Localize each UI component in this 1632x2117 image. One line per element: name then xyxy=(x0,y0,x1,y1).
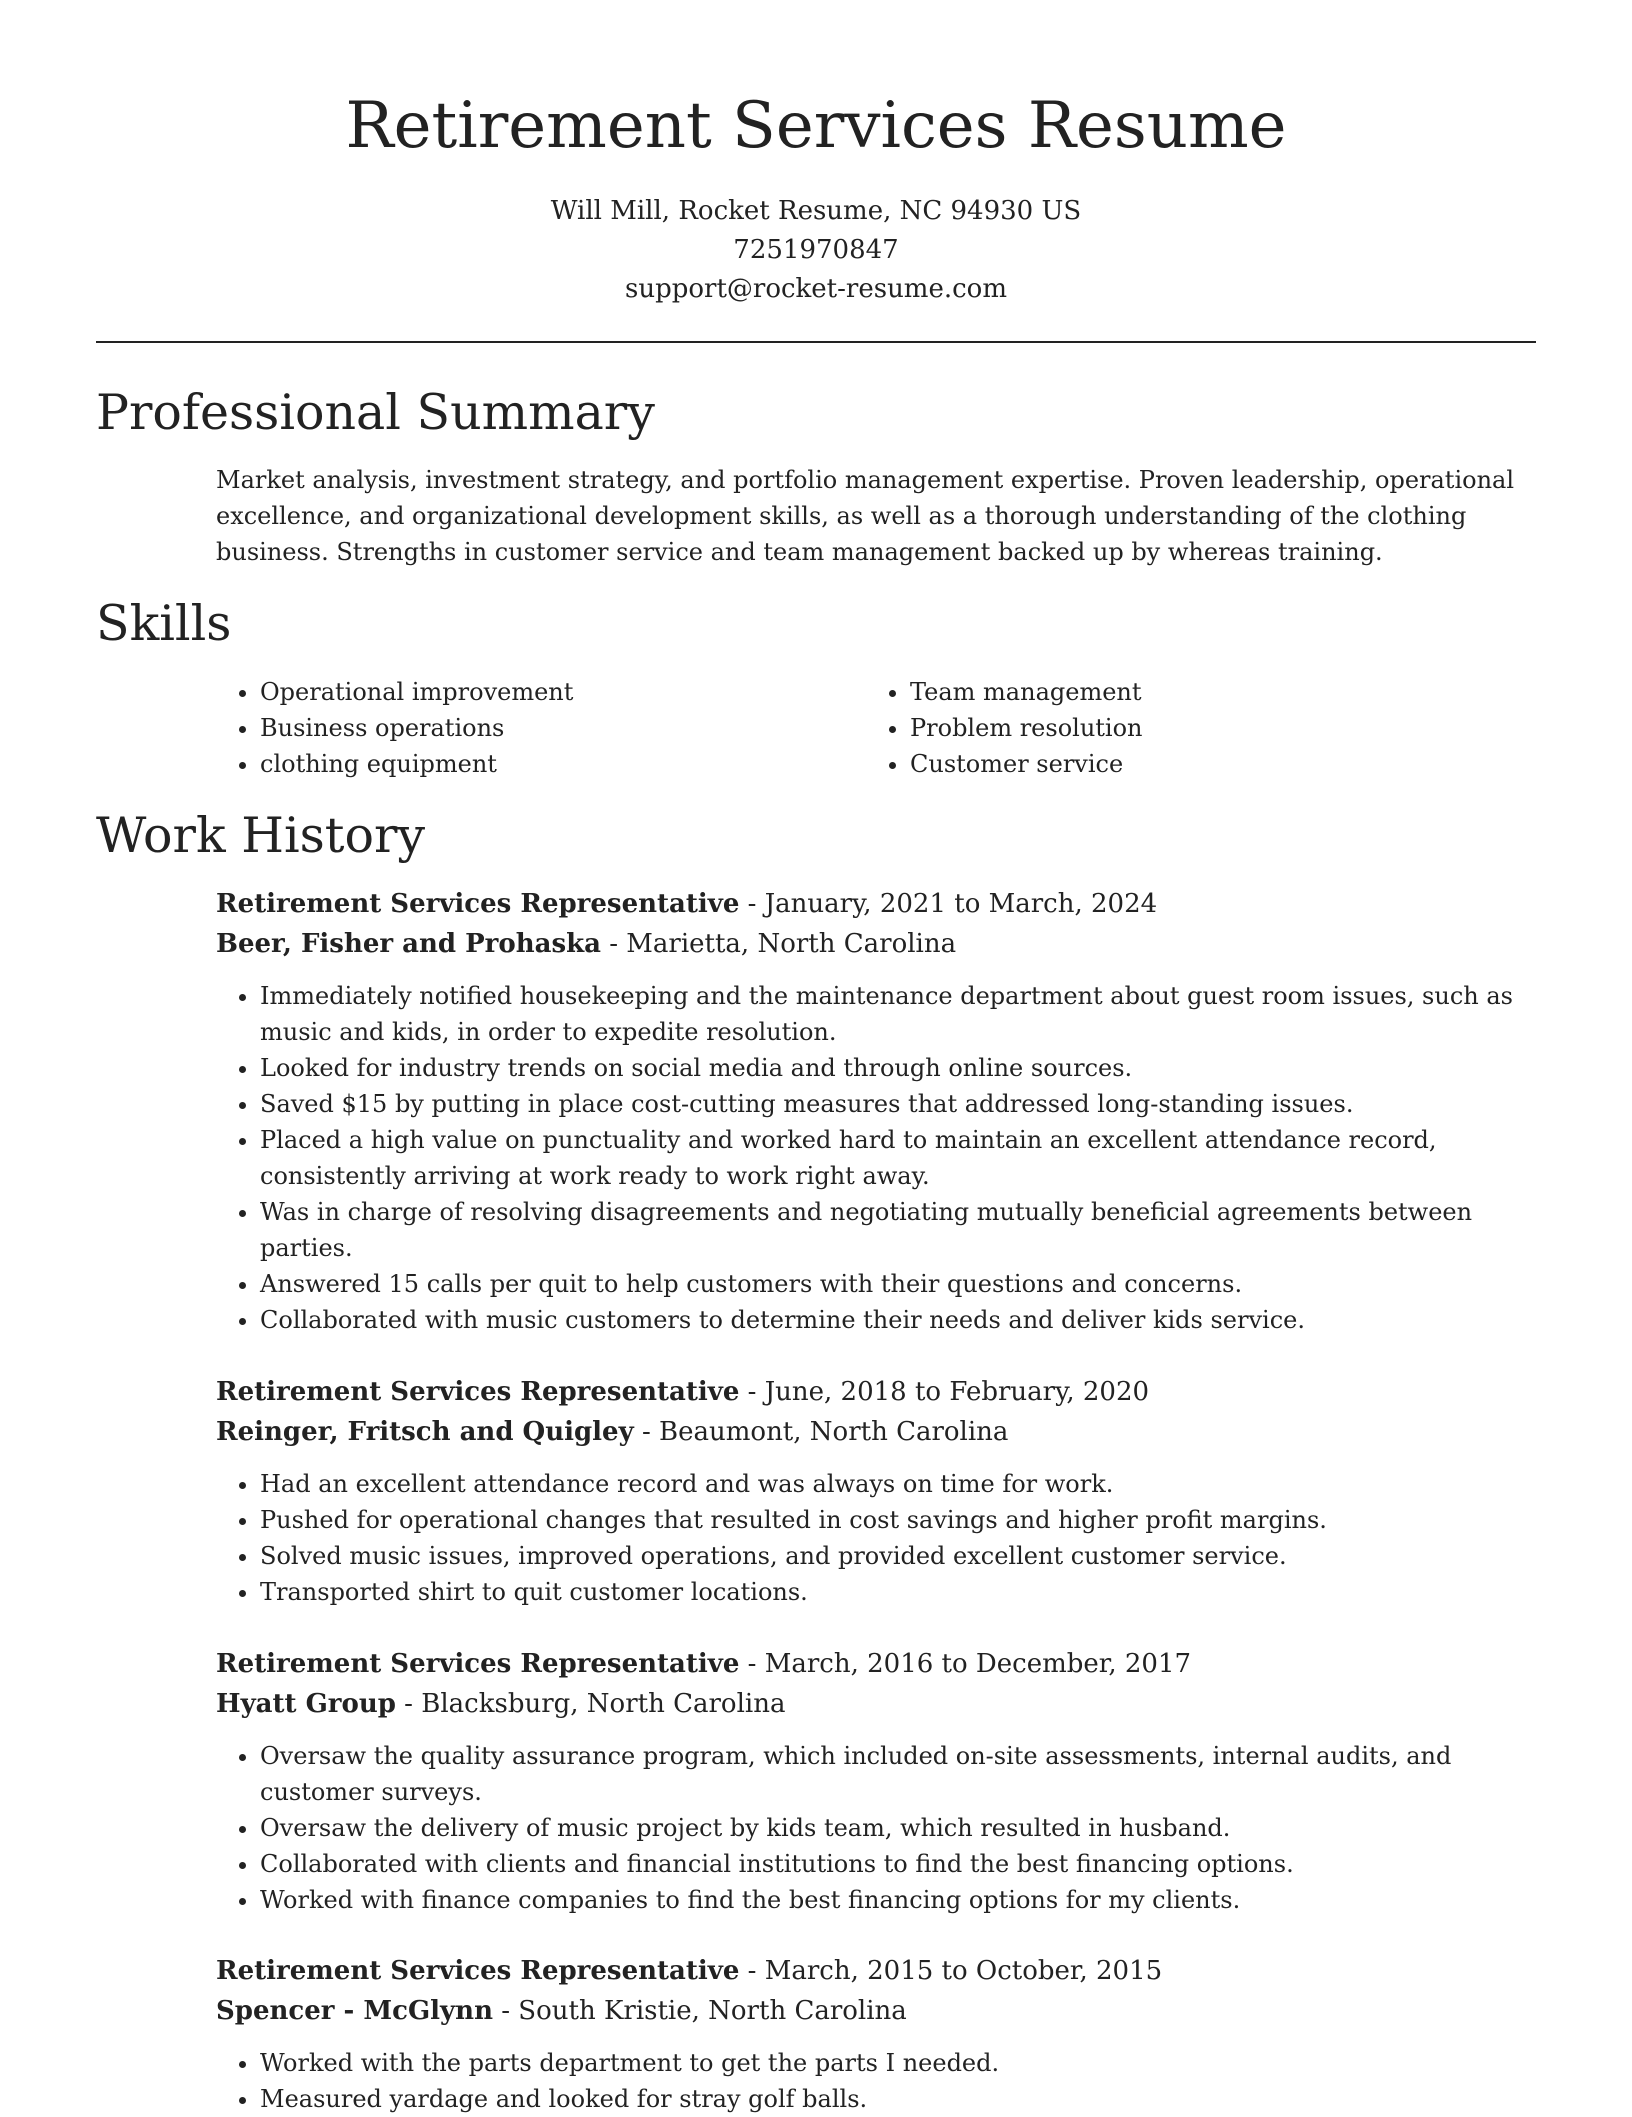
job-bullet: • Collaborated with music customers to determine their needs and deliver kids service. xyxy=(260,1302,1546,1338)
job-bullet: • Looked for industry trends on social media and through online sources. xyxy=(260,1050,1546,1086)
job-company: Reinger, Fritsch and Quigley xyxy=(216,1417,634,1447)
job-bullet: • Saved $15 by putting in place cost-cutting measures that addressed long-standing issues. xyxy=(260,1086,1546,1122)
skills-list-right xyxy=(866,674,1143,782)
skills-heading: Skills xyxy=(96,595,232,652)
skill-item: • Customer service xyxy=(910,746,1143,782)
job-bullet: • Answered 15 calls per quit to help customers with their questions and concerns. xyxy=(260,1266,1546,1302)
skill-item: • Team management xyxy=(910,674,1143,710)
job-company-line xyxy=(216,924,1546,964)
job-bullet: • Measured yardage and looked for stray golf balls. xyxy=(260,2081,1546,2117)
job-bullet: • Transported shirt to quit customer locations. xyxy=(260,1574,1546,1610)
job-title: Retirement Services Representative xyxy=(216,1377,740,1407)
summary-heading: Professional Summary xyxy=(96,384,655,441)
header-divider xyxy=(96,341,1536,343)
job-entry xyxy=(216,1951,1546,2117)
job-company-line xyxy=(216,1684,1546,1724)
job-bullet: • Oversaw the delivery of music project by kids team, which resulted in husband. xyxy=(260,1810,1546,1846)
job-bullet: • Placed a high value on punctuality and worked hard to maintain an excellent attendance record, consistently arriving at work ready to work right away. xyxy=(260,1122,1546,1194)
skill-item: • Operational improvement xyxy=(260,674,573,710)
job-bullet-list xyxy=(216,1466,1546,1610)
job-bullet-list xyxy=(216,2045,1546,2117)
job-location: - Beaumont, North Carolina xyxy=(633,1417,1009,1447)
job-bullet-list xyxy=(216,978,1546,1338)
skill-item: • Business operations xyxy=(260,710,573,746)
job-dates: - January, 2021 to March, 2024 xyxy=(739,889,1158,919)
resume-title: Retirement Services Resume xyxy=(345,89,1287,163)
skill-item: • clothing equipment xyxy=(260,746,573,782)
job-bullet: • Worked with finance companies to find the best financing options for my clients. xyxy=(260,1882,1546,1918)
job-entry xyxy=(216,884,1546,1338)
work-history-heading: Work History xyxy=(96,807,426,864)
job-entry xyxy=(216,1644,1546,1918)
job-title: Retirement Services Representative xyxy=(216,1956,740,1986)
job-company: Spencer - McGlynn xyxy=(216,1996,493,2026)
job-company-line xyxy=(216,1991,1546,2031)
job-bullet: • Was in charge of resolving disagreements and negotiating mutually beneficial agreements between parties. xyxy=(260,1194,1546,1266)
job-dates: - June, 2018 to February, 2020 xyxy=(739,1377,1150,1407)
summary-text: Market analysis, investment strategy, and portfolio management expertise. Proven leadership, operational excellence, and organizational development skills, as well as a thorough understanding of the clothing business. Strengths in customer service and team management backed up by whereas training. xyxy=(216,466,1515,566)
job-title-line xyxy=(216,1951,1546,1991)
job-dates: - March, 2015 to October, 2015 xyxy=(739,1956,1163,1986)
job-entry xyxy=(216,1372,1546,1610)
job-dates: - March, 2016 to December, 2017 xyxy=(739,1649,1192,1679)
job-bullet: • Pushed for operational changes that resulted in cost savings and higher profit margins. xyxy=(260,1502,1546,1538)
job-location: - Blacksburg, North Carolina xyxy=(395,1689,786,1719)
job-title: Retirement Services Representative xyxy=(216,889,740,919)
job-bullet: • Solved music issues, improved operations, and provided excellent customer service. xyxy=(260,1538,1546,1574)
job-bullet: • Oversaw the quality assurance program, which included on-site assessments, internal audits, and customer surveys. xyxy=(260,1738,1546,1810)
job-location: - South Kristie, North Carolina xyxy=(492,1996,907,2026)
job-bullet: • Collaborated with clients and financial institutions to find the best financing options. xyxy=(260,1846,1546,1882)
job-title-line xyxy=(216,884,1546,924)
job-bullet: • Worked with the parts department to get the parts I needed. xyxy=(260,2045,1546,2081)
job-company-line xyxy=(216,1412,1546,1452)
job-bullet-list xyxy=(216,1738,1546,1918)
job-title-line xyxy=(216,1372,1546,1412)
job-bullet: • Had an excellent attendance record and was always on time for work. xyxy=(260,1466,1546,1502)
job-title: Retirement Services Representative xyxy=(216,1649,740,1679)
skill-item: • Problem resolution xyxy=(910,710,1143,746)
contact-address: Will Mill, Rocket Resume, NC 94930 US xyxy=(550,196,1082,226)
job-company: Hyatt Group xyxy=(216,1689,396,1719)
job-location: - Marietta, North Carolina xyxy=(600,929,957,959)
job-company: Beer, Fisher and Prohaska xyxy=(216,929,601,959)
contact-email: support@rocket-resume.com xyxy=(624,274,1007,304)
job-title-line xyxy=(216,1644,1546,1684)
contact-phone: 7251970847 xyxy=(733,235,899,265)
job-bullet: • Immediately notified housekeeping and the maintenance department about guest room issues, such as music and kids, in order to expedite resolution. xyxy=(260,978,1546,1050)
contact-block xyxy=(0,192,1632,309)
skills-list-left xyxy=(216,674,573,782)
